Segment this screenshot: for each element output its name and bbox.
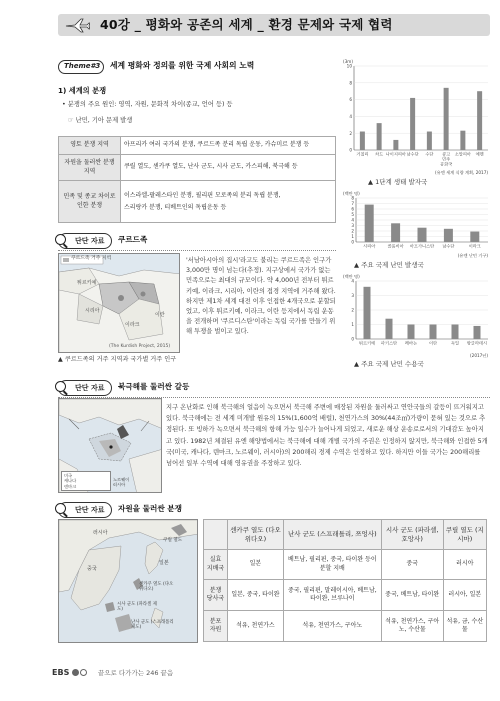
x-tick-label: 시리아 — [363, 243, 376, 249]
y-axis-label: (백만 명) — [343, 274, 360, 279]
table-row-head: 분쟁 당사국 — [204, 580, 228, 611]
chart-refugee-host — [342, 273, 490, 359]
map-legend: 쿠르드족 거주 지역 — [71, 256, 112, 261]
theme-title: 세계 평화와 정의를 위한 국제 사회의 노력 — [110, 61, 255, 70]
bar — [364, 287, 371, 339]
arctic-paragraph: 지구 온난화로 인해 북극해의 얼음이 녹으면서 북극해 주변에 매장된 자원을 둘러싸고 연안국들의 갈등이 뜨거워지고 있다. 북극해에는 전 세계 미개발 원유의 15%(1,600억 배럴), 천연가스의 30%(44조㎥)가량이 묻혀 있는 것으로 추정된다. 또 빙하가 녹으면서 북극해의 항해 가능 일수가 늘어나게 되었고, 새로운 해상 운송로로서의 기대감도 높아지고 있다. 1982년 체결된 유엔 해양법에서는 북극해에 대해 개별 국가의 주권은 인정하지 않지만, 북극해와 인접한 5개국(미국, 캐나다, 덴마크, 노르웨이, 러시아)의 200해리 경제 수역은 인정하고 있다. 하지만 이들 국가는 200해리를 넘어선 일부 수역에 대해 영유권을 주장하고 있다. — [166, 404, 488, 468]
y-tick-label: 6 — [351, 206, 354, 212]
bar — [477, 91, 482, 150]
chart-source: (유엔 세계 식량 계획, 2017) — [435, 170, 488, 175]
map-label: 쿠릴 열도 — [163, 538, 183, 543]
section-title: 북극해를 둘러싼 갈등 — [118, 382, 190, 391]
kurd-map — [58, 253, 180, 353]
kurd-map-graphic — [59, 254, 180, 353]
x-tick-label: 레바논 — [404, 340, 418, 346]
x-tick-label: 소말리아 — [454, 151, 471, 157]
y-tick-label: 2 — [351, 228, 354, 234]
legend-item: 캐나다 — [64, 478, 77, 484]
legend-item: 노르웨이 — [113, 477, 130, 482]
bar — [365, 205, 374, 242]
y-tick-label: 3 — [351, 293, 354, 299]
table-row — [59, 137, 336, 155]
bar — [418, 228, 427, 242]
table-row-head: 분포 자원 — [204, 611, 228, 642]
table-cell: 일본 — [228, 550, 284, 580]
x-tick-label: 남수단 — [406, 151, 419, 157]
x-tick-label: 예멘 — [475, 151, 484, 157]
y-tick-label: 7 — [351, 201, 354, 207]
bar — [444, 229, 453, 242]
east-asia-map — [58, 519, 198, 643]
bar — [386, 319, 393, 339]
table-row — [204, 550, 487, 580]
table-row-head: 민족 및 종교 차이로 인한 분쟁 — [59, 181, 121, 223]
table-cell: 러시아 — [443, 550, 486, 580]
bar — [430, 325, 437, 340]
y-tick-label: 1 — [351, 234, 354, 240]
table-row — [59, 155, 336, 181]
table-header-cell — [204, 520, 228, 550]
section-subnote: ☞ 난민, 기아 문제 발생 — [68, 117, 133, 124]
table-header-cell: 난사 군도 (스프래틀리, 쯔엉사) — [283, 520, 381, 550]
x-tick-label: 파키스탄 — [380, 340, 398, 346]
y-tick-label: 4 — [351, 278, 354, 284]
section-title: 자원을 둘러싼 분쟁 — [118, 504, 182, 513]
table-row-head: 자원을 둘러싼 분쟁 지역 — [59, 155, 121, 181]
y-tick-label: 0 — [351, 336, 354, 342]
chart-source: (2017년) — [470, 353, 488, 358]
x-tick-label: 독일 — [450, 340, 460, 346]
table-cell: 석유, 천연가스 — [228, 611, 284, 642]
theme-badge-label: Theme#3 — [64, 62, 101, 70]
chart-source: (유엔 난민 기구) — [457, 253, 488, 258]
x-tick-label: 민주 — [442, 156, 451, 162]
table-cell: 베트남, 필리핀, 중국, 타이완 등이 분할 지배 — [283, 550, 381, 580]
bar — [474, 326, 481, 339]
x-tick-label: 공화국 — [440, 161, 453, 167]
map-label: 일본 — [159, 560, 169, 566]
airplane-icon — [64, 17, 90, 33]
y-tick-label: 4 — [351, 217, 354, 223]
table-cell: 중국, 필리핀, 말레이시아, 베트남, 타이완, 브루나이 — [283, 580, 381, 611]
table-row-head: 실효 지배국 — [204, 550, 228, 580]
logo-dot-icon — [72, 669, 79, 676]
x-tick-label: 콜롬비아 — [387, 243, 404, 249]
bar — [460, 131, 465, 150]
y-tick-label: 3 — [351, 223, 354, 229]
y-axis-label: (백만 명) — [343, 191, 360, 196]
x-tick-label: 차드 — [375, 151, 384, 157]
page-title: 40강 _ 평화와 공존의 세계 _ 환경 문제와 국제 협력 — [100, 17, 393, 32]
chart-refugee-origin — [342, 190, 490, 258]
table-row-head: 영토 분쟁 지역 — [59, 137, 121, 155]
arctic-map — [58, 398, 162, 493]
table-cell: 쿠릴 열도, 센카쿠 열도, 난사 군도, 시사 군도, 카스피해, 북극해 등 — [121, 155, 336, 181]
chart-food-insecurity — [342, 58, 490, 176]
y-tick-label: 2 — [349, 130, 352, 136]
magnifier-icon — [55, 503, 66, 514]
x-tick-label: 수단 — [425, 151, 434, 157]
footer-logo-text: EBS — [52, 668, 70, 677]
section-bullet: • 분쟁의 주요 원인: 영역, 자원, 문화적 차이(종교, 언어 등) 등 — [62, 101, 233, 108]
magnifier-icon — [55, 381, 66, 392]
y-tick-label: 0 — [351, 239, 354, 245]
bar — [410, 98, 415, 150]
bar — [452, 325, 459, 340]
map-label: 난사 군도 (스프래틀리 제도) — [131, 620, 174, 631]
table-cell: 중국 — [381, 550, 443, 580]
table-cell: 석유, 천연가스, 구아노 — [283, 611, 381, 642]
map-label: 시사 군도 (파라셀 제도) — [117, 602, 157, 613]
map-label: 이라크 — [125, 322, 140, 328]
table-cell: 이스라엘-팔레스타인 분쟁, 필리핀 모로족의 분리 독립 분쟁, 스리랑카 분쟁, 티베트인의 독립운동 등 — [121, 181, 336, 223]
x-tick-label: 이란 — [428, 340, 438, 346]
dispute-table — [58, 136, 336, 223]
bar — [360, 132, 365, 150]
table-header-cell: 쿠릴 열도 (지시마) — [443, 520, 486, 550]
logo-ring-icon — [80, 669, 87, 676]
chart-caption: ▲ 주요 국제 난민 수용국 — [354, 360, 424, 368]
x-tick-label: 이라크 — [468, 243, 481, 249]
bar — [408, 325, 415, 340]
table-row — [204, 611, 487, 642]
y-tick-label: 5 — [351, 212, 354, 218]
table-row — [59, 181, 336, 223]
divider — [58, 250, 336, 251]
y-axis-label: (3m) — [343, 59, 354, 64]
footer-logo — [52, 668, 87, 679]
y-tick-label: 4 — [349, 114, 352, 119]
y-tick-label: 6 — [349, 97, 352, 103]
y-tick-label: 8 — [351, 195, 354, 201]
legend-item: 러시아 — [113, 482, 126, 488]
map-legend — [61, 471, 111, 491]
table-header-cell: 시사 군도 (파라셀, 호앙사) — [381, 520, 443, 550]
x-tick-label: 나이지리아 — [385, 151, 406, 157]
bar — [393, 140, 398, 150]
kurd-paragraph: '서남아시아의 집시'라고도 불리는 쿠르드족은 인구가 3,000만 명이 넘는다(추정). 지구상에서 국가가 없는 민족으로는 최대의 규모이다. 약 4,000년 전부터 튀르키예, 이라크, 시리아, 이란의 접경 지역에 거주해 왔다. 하지만 제1차 세계 대전 이후 인접한 4개국으로 분할되었고, 이후 튀르키예, 이라크, 이란 등지에서 독립 운동을 전개하며 '쿠르디스탄'이라는 독립 국가를 만들기 위해 투쟁을 벌이고 있다. — [186, 257, 336, 336]
table-header-row — [204, 520, 487, 550]
resource-dispute-table — [203, 519, 487, 642]
table-cell: 일본, 중국, 타이완 — [228, 580, 284, 611]
section-tag-label: 단단 자료 — [75, 506, 105, 514]
map-label: 중국 — [87, 566, 97, 572]
x-tick-label: 거칠리 — [356, 151, 369, 157]
section-title: 쿠르드족 — [118, 235, 148, 244]
bar — [470, 232, 479, 242]
y-tick-label: 1 — [351, 322, 354, 328]
footer-text: 끝으로 다가가는 246 끝음 — [98, 669, 174, 677]
magnifier-icon — [55, 234, 66, 245]
x-tick-label: 콩고 — [442, 151, 451, 157]
table-cell: 러시아, 일본 — [443, 580, 486, 611]
bar — [377, 123, 382, 150]
table-cell: 석유, 천연가스, 구아노, 수산물 — [381, 611, 443, 642]
x-tick-label: 방글라데시 — [466, 340, 488, 346]
map-label: 러시아 — [93, 530, 108, 536]
legend-item: 덴마크 — [64, 483, 77, 489]
table-row — [204, 580, 487, 611]
chart-caption: ▲ 주요 국제 난민 발생국 — [354, 261, 424, 269]
y-tick-label: 10 — [346, 63, 352, 69]
section-tag-label: 단단 자료 — [75, 237, 105, 245]
y-tick-label: 0 — [349, 147, 352, 153]
y-tick-label: 8 — [349, 80, 352, 86]
bar — [391, 223, 400, 242]
y-tick-label: 2 — [351, 307, 354, 313]
x-tick-label: 아프가니스탄 — [409, 243, 435, 249]
map-source: (The Kurdish Project, 2015) — [109, 344, 171, 349]
table-cell: 중국, 베트남, 타이완 — [381, 580, 443, 611]
table-cell: 석유, 금, 수산물 — [443, 611, 486, 642]
map-caption: ▲ 쿠르드족의 거주 지역과 국가별 거주 인구 — [58, 356, 177, 363]
chart-caption: ▲ 1단계 생태 발자국 — [368, 178, 428, 186]
table-cell: 아프리카 여러 국가의 분쟁, 쿠르드족 분리 독립 운동, 카슈미르 분쟁 등 — [121, 137, 336, 155]
legend-item: 미국 — [64, 473, 73, 478]
table-header-cell: 센카쿠 열도 (다오위다오) — [228, 520, 284, 550]
section-tag-label: 단단 자료 — [75, 384, 105, 392]
x-tick-label: 남수단 — [442, 243, 455, 249]
x-tick-label: 튀르키예 — [358, 340, 376, 346]
map-label: 시리아 — [85, 308, 100, 314]
map-label: 센카쿠 열도 (댜오위다오) — [139, 582, 174, 593]
map-label: 튀르키예 — [77, 280, 97, 286]
bar — [444, 88, 449, 150]
map-label: 이란 — [155, 312, 165, 318]
map-legend — [113, 477, 129, 488]
bar — [427, 132, 432, 150]
section-heading: 1) 세계의 분쟁 — [58, 86, 107, 95]
